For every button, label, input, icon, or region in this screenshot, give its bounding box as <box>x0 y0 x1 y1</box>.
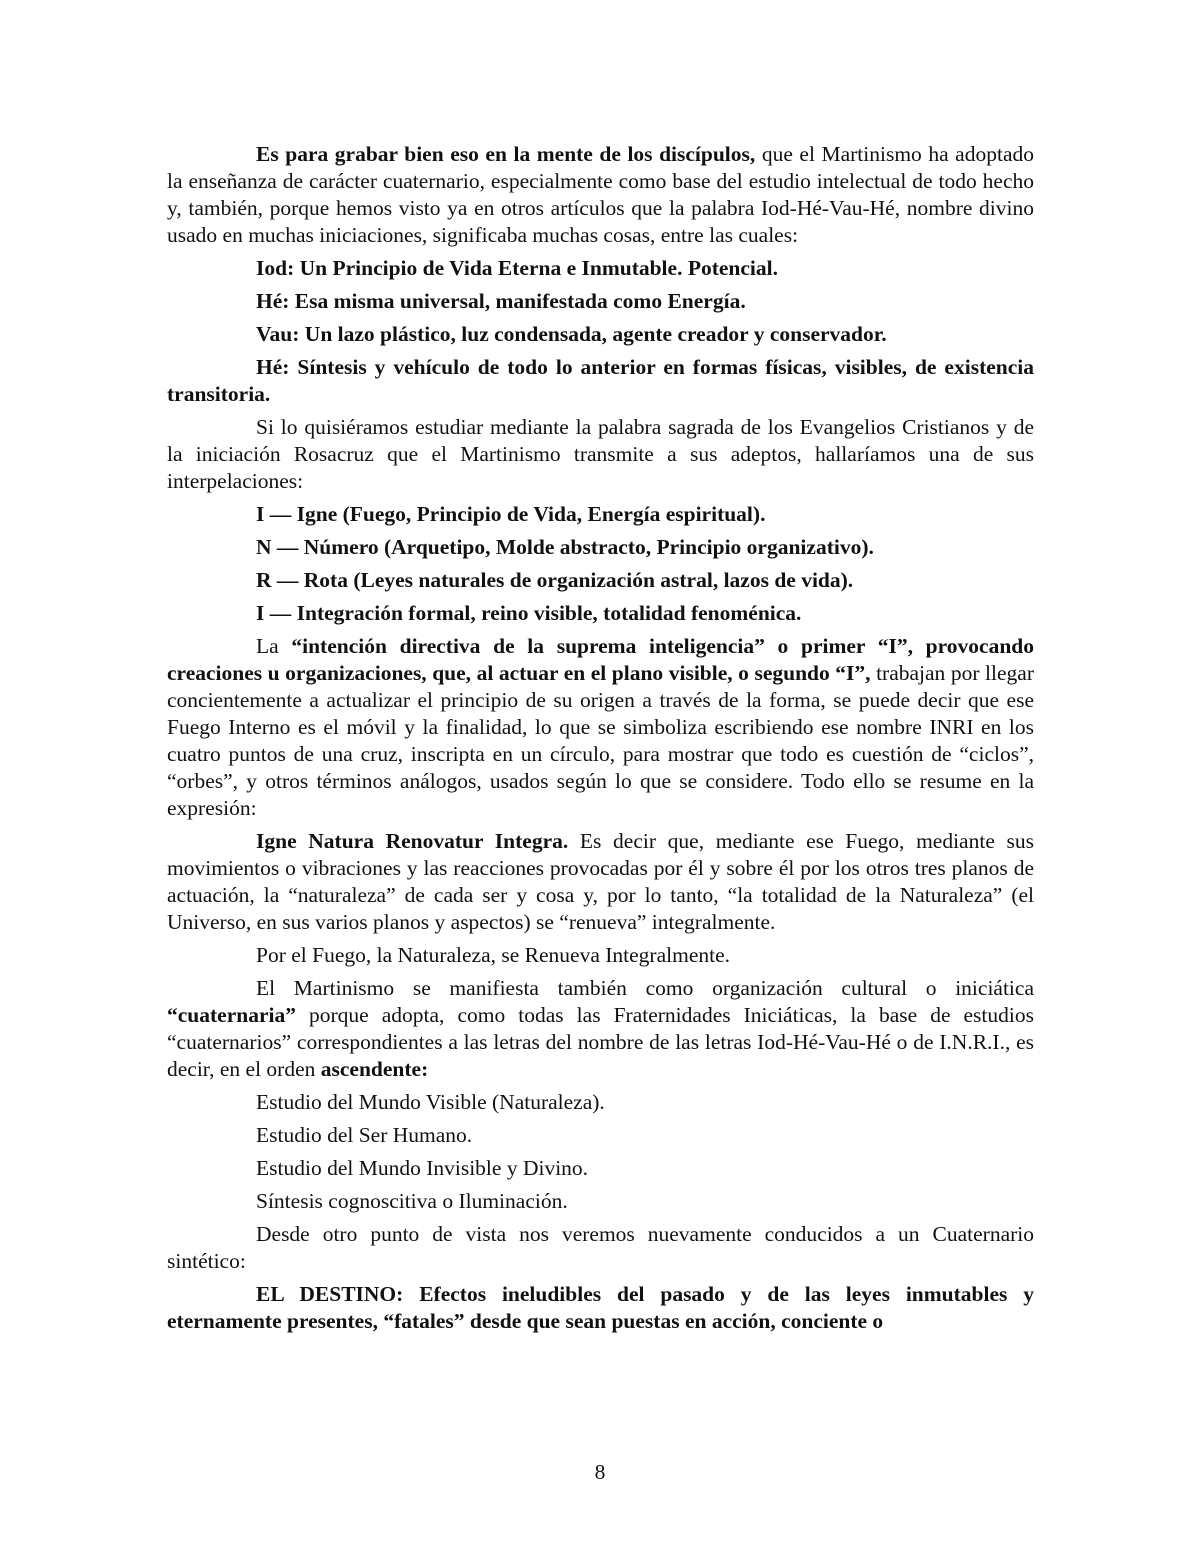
iod-item: Iod: Un Principio de Vida Eterna e Inmutable. Potencial. <box>256 256 778 280</box>
paragraph-el-destino: EL DESTINO: Efectos ineludibles del pasado y de las leyes inmutables y eternamente presentes, “fatales” desde que sean puestas en acción, conciente o <box>167 1282 1034 1333</box>
inri-item-r: R — Rota (Leyes naturales de organización astral, lazos de vida). <box>256 568 854 592</box>
intro-text: que el Martinismo ha adoptado la enseñanza de carácter cuaternario, especialmente como base del estudio intelectual de todo hecho y, también, porque hemos visto ya en otros artículos que la palabra Iod-Hé-Vau-Hé, nombre divino usado en muchas iniciaciones, significaba muchas cosas, entre las cuales: <box>167 142 1034 247</box>
study-item: Síntesis cognoscitiva o Iluminación. <box>256 1189 568 1213</box>
study-item: Estudio del Mundo Invisible y Divino. <box>256 1156 589 1180</box>
inri-item-i2: I — Integración formal, reino visible, totalidad fenoménica. <box>256 601 802 625</box>
inri-item-n: N — Número (Arquetipo, Molde abstracto, Principio organizativo). <box>256 535 874 559</box>
paragraph-cuaternario-sintetico: Desde otro punto de vista nos veremos nuevamente conducidos a un Cuaternario sintético: <box>167 1222 1034 1273</box>
paragraph-inri-intro: Si lo quisiéramos estudiar mediante la palabra sagrada de los Evangelios Cristianos y de la iniciación Rosacruz que el Martinismo transmite a sus adeptos, hallaríamos una de sus interpelaciones: <box>167 415 1034 493</box>
intro-bold: Es para grabar bien eso en la mente de los discípulos, <box>256 142 756 166</box>
paragraph-igne-natura: Igne Natura Renovatur Integra. Es decir que, mediante ese Fuego, mediante sus movimientos o vibraciones y las reacciones provocadas por él y sobre él por los otros tres planos de actuación, la “naturaleza” de cada ser y cosa y, por lo tanto, “la totalidad de la Naturaleza” (el Universo, en sus varios planos y aspectos) se “renueva” integralmente. <box>167 829 1034 934</box>
vau-item: Vau: Un lazo plástico, luz condensada, agente creador y conservador. <box>256 322 887 346</box>
page-number: 8 <box>594 1460 606 1484</box>
document-body <box>167 141 1034 1335</box>
paragraph-martinismo-cuaternaria: El Martinismo se manifiesta también como organización cultural o iniciática “cuaternaria” porque adopta, como todas las Fraternidades Iniciáticas, la base de estudios “cuaternarios” correspondientes a las letras del nombre de las letras Iod-Hé-Vau-Hé o de I.N.R.I., es decir, en el orden ascendente: <box>167 976 1034 1081</box>
inri-item-i: I — Igne (Fuego, Principio de Vida, Energía espiritual). <box>256 502 766 526</box>
study-item: Estudio del Mundo Visible (Naturaleza). <box>256 1090 605 1114</box>
study-item: Estudio del Ser Humano. <box>256 1123 473 1147</box>
he-synthesis-item: Hé: Síntesis y vehículo de todo lo anterior en formas físicas, visibles, de existencia transitoria. <box>167 355 1034 406</box>
he-item: Hé: Esa misma universal, manifestada como Energía. <box>256 289 746 313</box>
paragraph-intro <box>167 141 1034 249</box>
paragraph-intention: La “intención directiva de la suprema inteligencia” o primer “I”, provocando creaciones u organizaciones, que, al actuar en el plano visible, o segundo “I”, trabajan por llegar concientemente a actualizar el principio de su origen a través de la forma, se puede decir que ese Fuego Interno es el móvil y la finalidad, lo que se simboliza escribiendo ese nombre INRI en los cuatro puntos de una cruz, inscripta en un círculo, para mostrar que todo es cuestión de “ciclos”, “orbes”, y otros términos análogos, usados según lo que se considere. Todo ello se resume en la expresión: <box>167 634 1034 820</box>
paragraph-por-el-fuego: Por el Fuego, la Naturaleza, se Renueva Integralmente. <box>256 943 731 967</box>
